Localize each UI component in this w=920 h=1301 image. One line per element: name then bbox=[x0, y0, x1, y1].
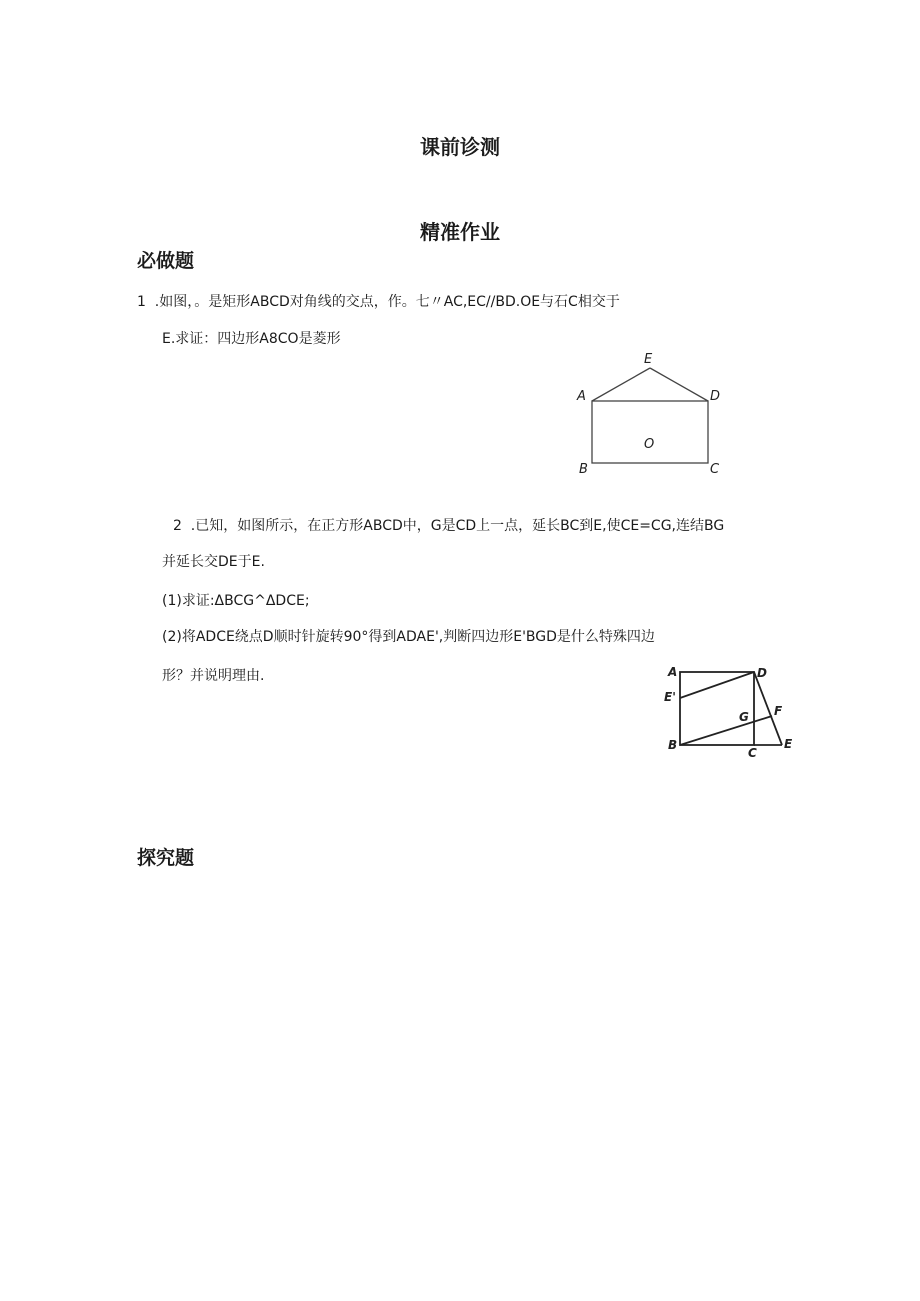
section-explore-heading: 探究题 bbox=[137, 847, 195, 869]
problem2-line3: (1)求证:ΔBCG^ΔDCE; bbox=[162, 593, 310, 609]
problem2-line5: 形？并说明理由. bbox=[162, 668, 265, 684]
label-d: D bbox=[710, 389, 721, 404]
problem1-figure bbox=[570, 345, 730, 480]
label-o: O bbox=[644, 437, 655, 452]
label-f: F bbox=[774, 704, 783, 718]
label-a: A bbox=[577, 389, 586, 404]
section-required-heading: 必做题 bbox=[137, 250, 195, 272]
label-e: E bbox=[644, 352, 653, 367]
problem1-line2: E.求证：四边形A8CO是菱形 bbox=[162, 331, 341, 347]
problem2-line4: (2)将ADCE绕点D顺时针旋转90°得到ADAE',判断四边形E'BGD是什么特殊四边 bbox=[162, 629, 655, 645]
label-e: E bbox=[784, 737, 793, 751]
label-c: C bbox=[710, 462, 720, 477]
segment-de bbox=[650, 368, 708, 401]
rectangle-abcd bbox=[592, 401, 708, 463]
label-b: B bbox=[579, 462, 588, 477]
page-title-homework: 精准作业 bbox=[420, 220, 500, 244]
problem2-figure bbox=[660, 660, 800, 760]
label-b: B bbox=[668, 738, 678, 752]
segment-bf bbox=[680, 716, 772, 745]
problem2-line1: 2 .已知，如图所示，在正方形ABCD中，G是CD上一点，延长BC到E,使CE=CG,连结BG bbox=[173, 518, 725, 534]
label-d: D bbox=[757, 666, 767, 680]
label-e-prime: E' bbox=[664, 690, 676, 704]
segment-e-prime-d bbox=[680, 672, 754, 698]
segment-ae bbox=[592, 368, 650, 401]
page-title-diagnosis: 课前诊测 bbox=[420, 135, 500, 159]
label-c: C bbox=[748, 746, 757, 760]
label-a: A bbox=[668, 665, 678, 679]
problem1-line1: 1 .如图，。是矩形ABCD对角线的交点，作。七〃AC,EC//BD.OE与石C相交于 bbox=[137, 294, 620, 310]
problem2-line2: 并延长交DE于E. bbox=[162, 554, 265, 570]
label-g: G bbox=[739, 710, 749, 724]
